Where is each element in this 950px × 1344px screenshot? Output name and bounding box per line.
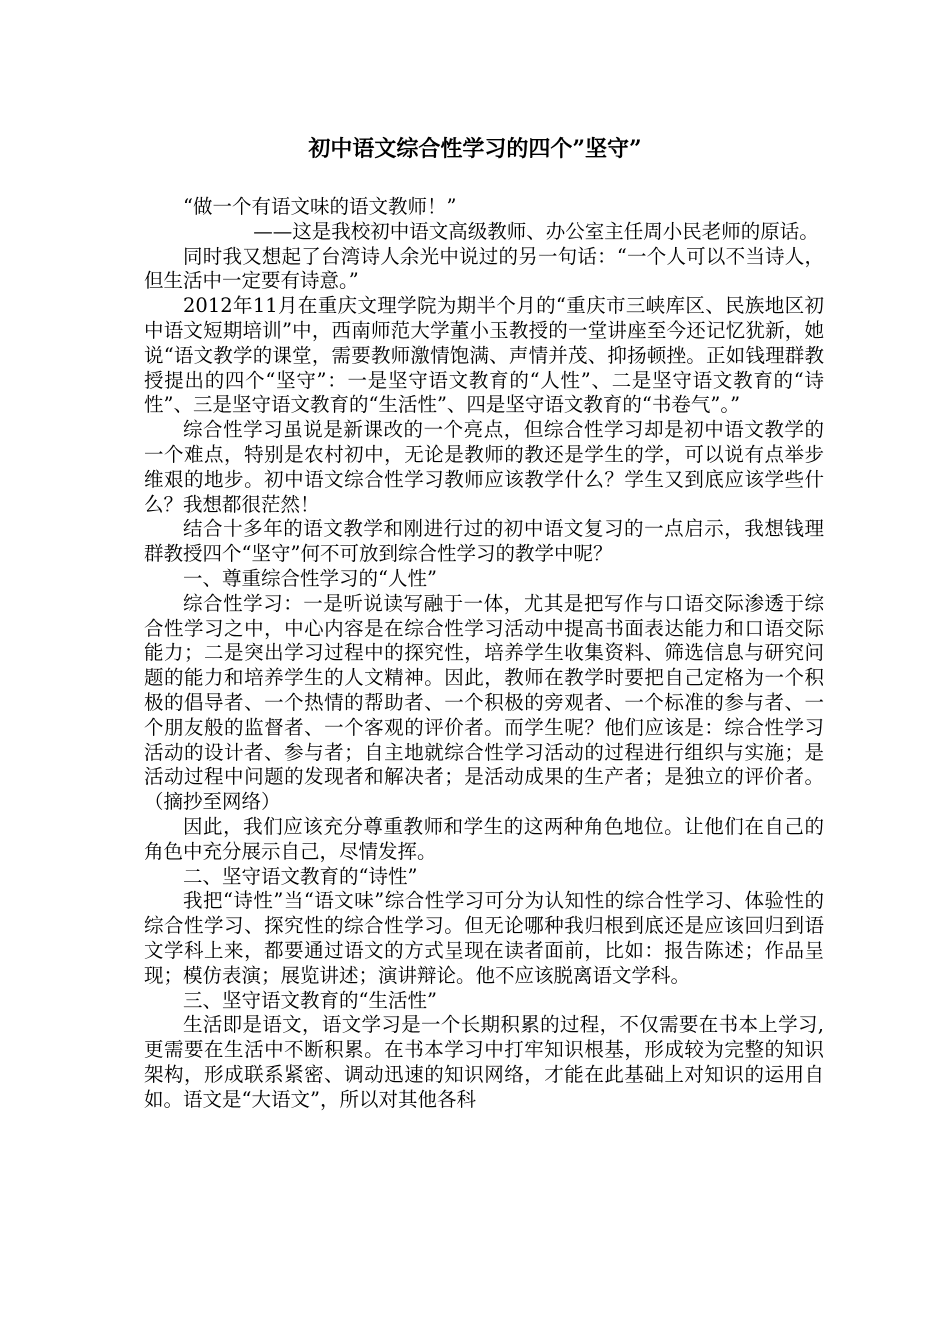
section-heading: 三、坚守语文教育的“生活性” [183, 988, 437, 1012]
paragraph-attribution: ——这是我校初中语文高级教师、办公室主任周小民老师的原话。 [253, 219, 819, 243]
paragraph: 综合性学习：一是听说读写融于一体，尤其是把写作与口语交际渗透于综合性学习之中，中心内容是在综合性学习活动中提高书面表达能力和口语交际能力；二是突出学习过程中的探究性，培养学生收集资料、筛选信息与研究问题的能力和培养学生的人文精神。因此，教师在教学时要把自己定格为一个积极的倡导者、一个热情的帮助者、一个积极的旁观者、一个标准的参与者、一个朋友般的监督者、一个客观的评价者。而学生呢？他们应该是：综合性学习活动的设计者、参与者；自主地就综合性学习活动的过程进行组织与实施；是活动过程中问题的发现者和解决者；是活动成果的生产者；是独立的评价者。（摘抄至网络） [144, 591, 824, 814]
paragraph: 结合十多年的语文教学和刚进行过的初中语文复习的一点启示，我想钱理群教授四个“坚守”何不可放到综合性学习的教学中呢？ [144, 517, 824, 566]
paragraph: 我把“诗性”当“语文味”综合性学习可分为认知性的综合性学习、体验性的综合性学习、探究性的综合性学习。但无论哪种我归根到底还是应该回归到语文学科上来，都要通过语文的方式呈现在读者面前，比如：报告陈述；作品呈现；模仿表演；展览讲述；演讲辩论。他不应该脱离语文学科。 [144, 889, 824, 987]
document-body [144, 195, 824, 1112]
paragraph: 同时我又想起了台湾诗人余光中说过的另一句话：“一个人可以不当诗人，但生活中一定要有诗意。” [144, 244, 824, 293]
paragraph: 2012年11月在重庆文理学院为期半个月的“重庆市三峡库区、民族地区初中语文短期培训”中，西南师范大学董小玉教授的一堂讲座至今还记忆犹新，她说“语文教学的课堂，需要教师激情饱满、声情并茂、抑扬顿挫。正如钱理群教授提出的四个“坚守”：一是坚守语文教育的“人性”、二是坚守语文教育的“诗性”、三是坚守语文教育的“生活性”、四是坚守语文教育的“书卷气”。” [144, 294, 824, 417]
section-heading: 二、坚守语文教育的“诗性” [183, 864, 418, 888]
paragraph: 生活即是语文，语文学习是一个长期积累的过程，不仅需要在书本上学习,更需要在生活中不断积累。在书本学习中打牢知识根基，形成较为完整的知识架构，形成联系紧密、调动迅速的知识网络，才能在此基础上对知识的运用自如。语文是“大语文”，所以对其他各科 [144, 1013, 824, 1111]
section-heading: 一、尊重综合性学习的“人性” [183, 566, 437, 590]
paragraph: 因此，我们应该充分尊重教师和学生的这两种角色地位。让他们在自己的角色中充分展示自己，尽情发挥。 [144, 814, 824, 863]
document-title: 初中语文综合性学习的四个”坚守” [308, 136, 642, 162]
paragraph-quote: “做一个有语文味的语文教师！” [183, 195, 457, 218]
paragraph: 综合性学习虽说是新课改的一个亮点，但综合性学习却是初中语文教学的一个难点，特别是农村初中，无论是教师的教还是学生的学，可以说有点举步维艰的地步。初中语文综合性学习教师应该教学什么？学生又到底应该学些什么？我想都很茫然！ [144, 418, 824, 516]
